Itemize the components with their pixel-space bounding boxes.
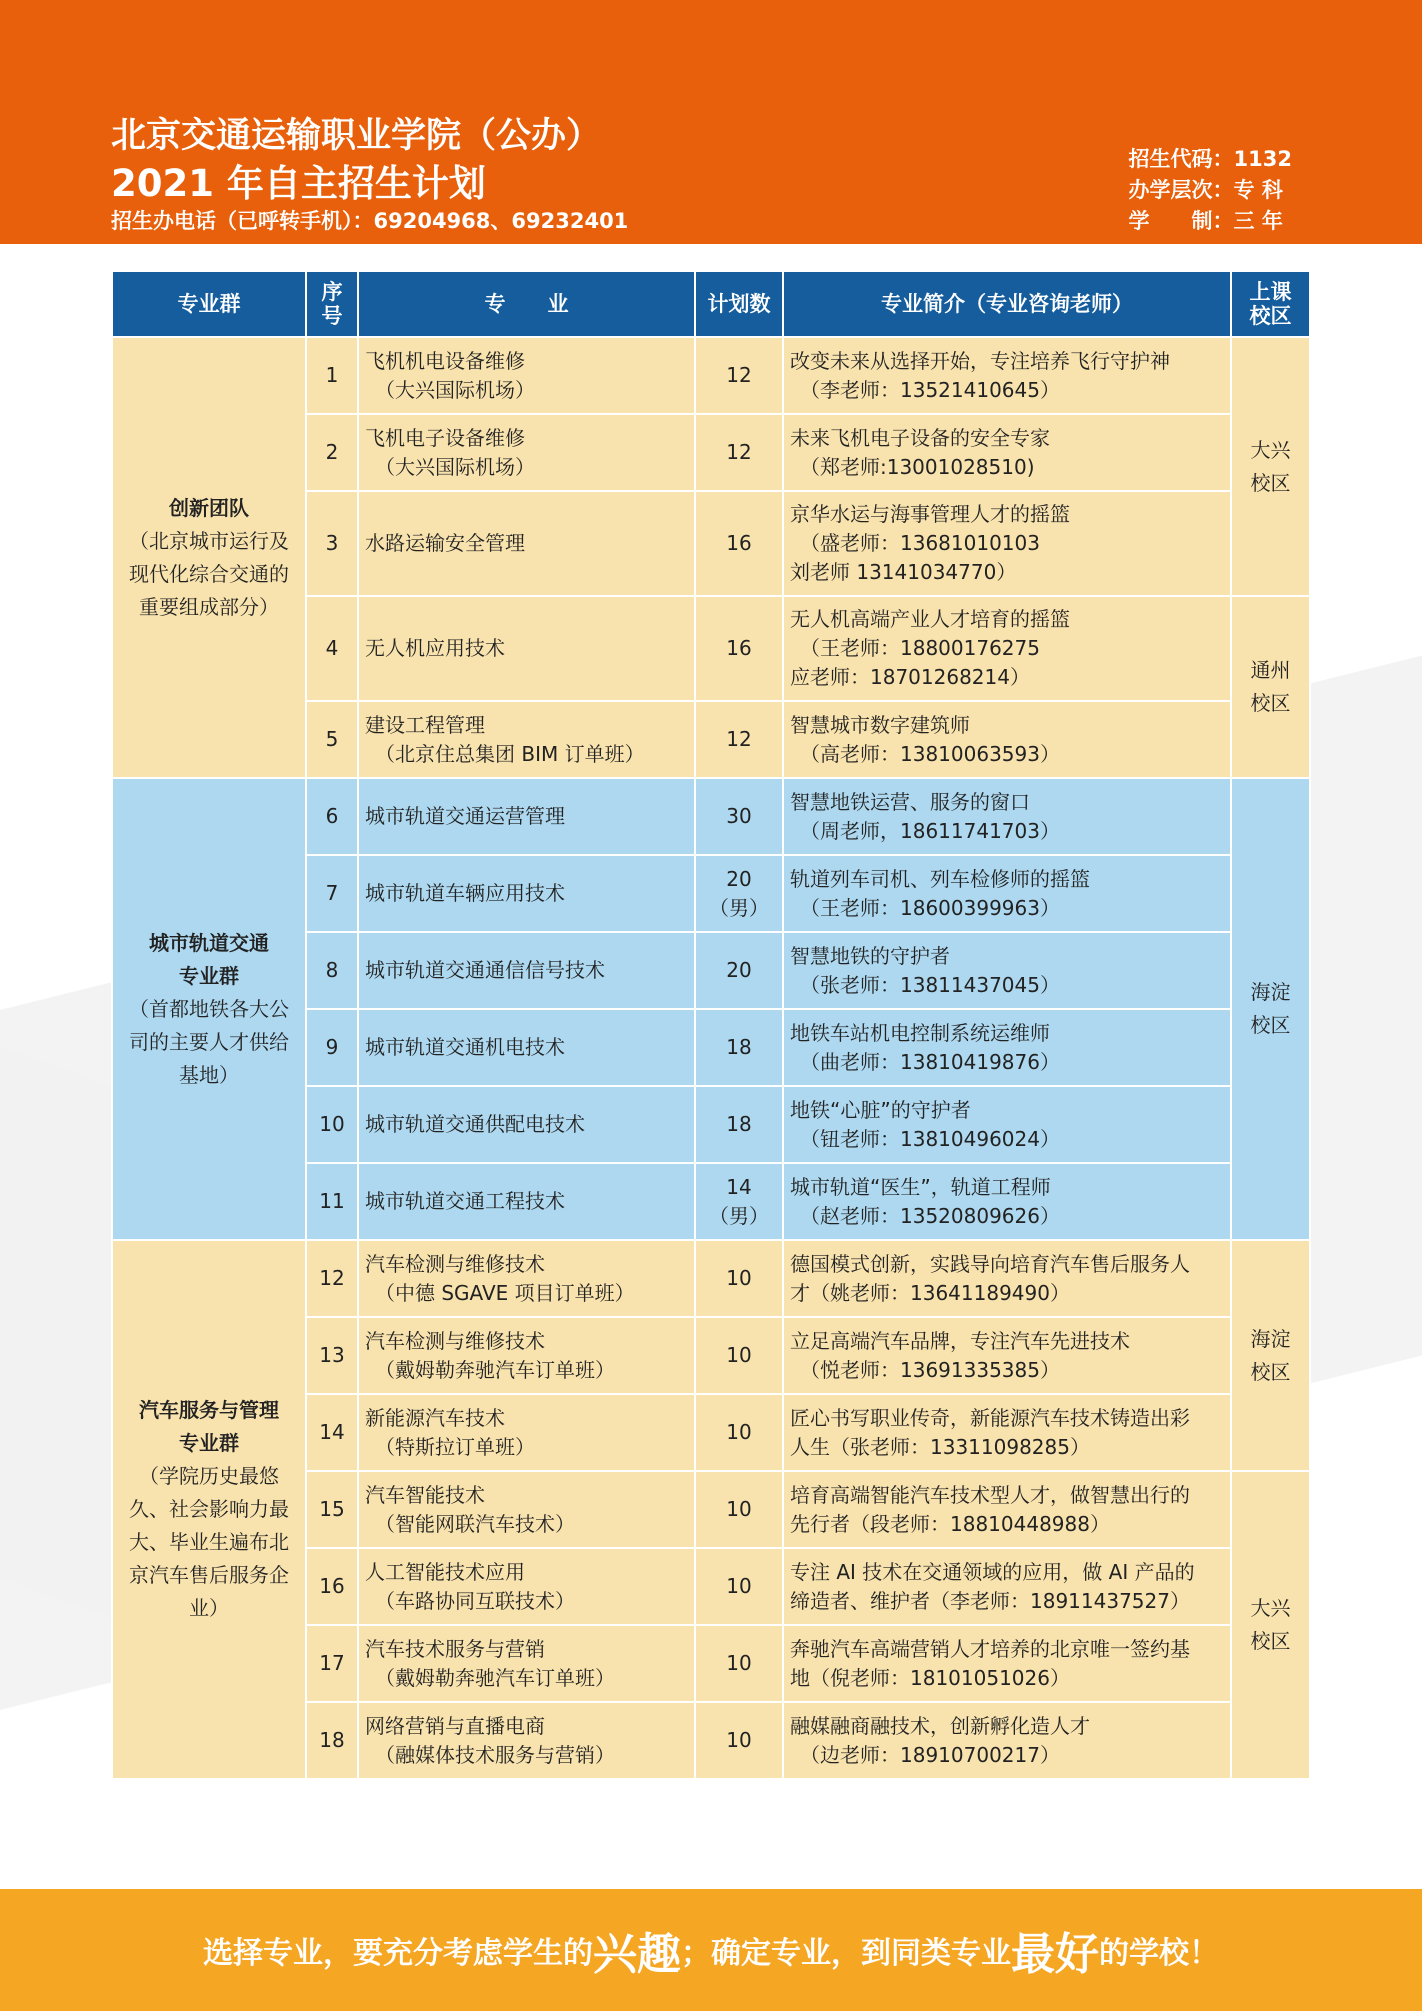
campus-cell: 通州 校区 xyxy=(1231,596,1310,778)
major-cell: 网络营销与直播电商 （融媒体技术服务与营销） xyxy=(358,1702,695,1779)
study-duration: 学 制：三 年 xyxy=(1128,209,1283,233)
major-cell: 汽车智能技术 （智能网联汽车技术） xyxy=(358,1471,695,1548)
intro-cell: 未来飞机电子设备的安全专家 （郑老师:13001028510) xyxy=(783,414,1231,491)
major-cell: 汽车检测与维修技术 （戴姆勒奔驰汽车订单班） xyxy=(358,1317,695,1394)
intro-cell: 智慧地铁运营、服务的窗口 （周老师，18611741703） xyxy=(783,778,1231,855)
col-header-group: 专业群 xyxy=(112,271,306,337)
plan-count: 10 xyxy=(695,1240,783,1317)
plan-count: 10 xyxy=(695,1317,783,1394)
intro-cell: 城市轨道“医生”，轨道工程师 （赵老师：13520809626） xyxy=(783,1163,1231,1240)
major-cell: 城市轨道交通通信信号技术 xyxy=(358,932,695,1009)
plan-count: 20 xyxy=(695,932,783,1009)
row-number: 18 xyxy=(306,1702,358,1779)
plan-count: 18 xyxy=(695,1086,783,1163)
col-header-plan: 计划数 xyxy=(695,271,783,337)
table-row xyxy=(112,778,1310,855)
row-number: 17 xyxy=(306,1625,358,1702)
plan-count: 12 xyxy=(695,701,783,778)
intro-cell: 专注 AI 技术在交通领域的应用，做 AI 产品的 缔造者、维护者（李老师：18911437527） xyxy=(783,1548,1231,1625)
row-number: 16 xyxy=(306,1548,358,1625)
row-number: 5 xyxy=(306,701,358,778)
table-row xyxy=(112,337,1310,414)
plan-count: 20（男） xyxy=(695,855,783,932)
footer-slogan xyxy=(0,1889,1422,2011)
plan-count: 10 xyxy=(695,1625,783,1702)
campus-cell: 海淀 校区 xyxy=(1231,1240,1310,1471)
major-cell: 城市轨道交通工程技术 xyxy=(358,1163,695,1240)
major-cell: 人工智能技术应用 （车路协同互联技术） xyxy=(358,1548,695,1625)
row-number: 10 xyxy=(306,1086,358,1163)
page-title: 北京交通运输职业学院（公办） xyxy=(111,116,602,156)
major-cell: 建设工程管理 （北京住总集团 BIM 订单班） xyxy=(358,701,695,778)
intro-cell: 改变未来从选择开始，专注培养飞行守护神 （李老师：13521410645） xyxy=(783,337,1231,414)
school-info xyxy=(1129,144,1292,237)
plan-count: 14（男） xyxy=(695,1163,783,1240)
page-subtitle: 2021 年自主招生计划 xyxy=(111,162,486,205)
row-number: 3 xyxy=(306,491,358,596)
major-cell: 汽车技术服务与营销 （戴姆勒奔驰汽车订单班） xyxy=(358,1625,695,1702)
campus-cell: 大兴 校区 xyxy=(1231,1471,1310,1779)
col-header-campus: 上课 校区 xyxy=(1231,271,1310,337)
group-cell-rail-transit: 城市轨道交通 专业群 （首都地铁各大公司的主要人才供给基地） xyxy=(112,778,306,1240)
group-cell-automotive: 汽车服务与管理 专业群 （学院历史最悠久、社会影响力最大、毕业生遍布北京汽车售后服务企业） xyxy=(112,1240,306,1779)
intro-cell: 奔驰汽车高端营销人才培养的北京唯一签约基 地（倪老师：18101051026） xyxy=(783,1625,1231,1702)
slogan-text: 的学校！ xyxy=(1099,1936,1219,1971)
col-header-seq: 序 号 xyxy=(306,271,358,337)
group-cell-innovation: 创新团队 （北京城市运行及现代化综合交通的重要组成部分） xyxy=(112,337,306,778)
row-number: 14 xyxy=(306,1394,358,1471)
admission-plan-table xyxy=(111,270,1311,1780)
intro-cell: 京华水运与海事管理人才的摇篮 （盛老师：13681010103 刘老师 13141034770） xyxy=(783,491,1231,596)
plan-count: 12 xyxy=(695,337,783,414)
row-number: 9 xyxy=(306,1009,358,1086)
intro-cell: 融媒融商融技术，创新孵化造人才 （边老师：18910700217） xyxy=(783,1702,1231,1779)
plan-count: 16 xyxy=(695,596,783,701)
intro-cell: 立足高端汽车品牌，专注汽车先进技术 （悦老师：13691335385） xyxy=(783,1317,1231,1394)
major-cell: 无人机应用技术 xyxy=(358,596,695,701)
intro-cell: 地铁车站机电控制系统运维师 （曲老师：13810419876） xyxy=(783,1009,1231,1086)
admission-phone: 招生办电话（已呼转手机）：69204968、69232401 xyxy=(111,209,629,233)
slogan-text: ；确定专业，到同类专业 xyxy=(681,1936,1011,1971)
intro-cell: 智慧城市数字建筑师 （高老师：13810063593） xyxy=(783,701,1231,778)
plan-count: 30 xyxy=(695,778,783,855)
intro-cell: 德国模式创新，实践导向培育汽车售后服务人 才（姚老师：13641189490） xyxy=(783,1240,1231,1317)
plan-count: 10 xyxy=(695,1548,783,1625)
intro-cell: 匠心书写职业传奇，新能源汽车技术铸造出彩 人生（张老师：13311098285） xyxy=(783,1394,1231,1471)
row-number: 6 xyxy=(306,778,358,855)
row-number: 2 xyxy=(306,414,358,491)
plan-count: 18 xyxy=(695,1009,783,1086)
intro-cell: 地铁“心脏”的守护者 （钮老师：13810496024） xyxy=(783,1086,1231,1163)
major-cell: 飞机机电设备维修 （大兴国际机场） xyxy=(358,337,695,414)
plan-count: 12 xyxy=(695,414,783,491)
slogan-emphasis: 最好 xyxy=(1011,1929,1099,1980)
intro-cell: 无人机高端产业人才培育的摇篮 （王老师：18800176275 应老师：18701268214） xyxy=(783,596,1231,701)
row-number: 11 xyxy=(306,1163,358,1240)
row-number: 7 xyxy=(306,855,358,932)
row-number: 15 xyxy=(306,1471,358,1548)
major-cell: 城市轨道交通机电技术 xyxy=(358,1009,695,1086)
table-header-row xyxy=(112,271,1310,337)
plan-count: 10 xyxy=(695,1471,783,1548)
major-cell: 水路运输安全管理 xyxy=(358,491,695,596)
col-header-major: 专 业 xyxy=(358,271,695,337)
plan-count: 16 xyxy=(695,491,783,596)
major-cell: 城市轨道车辆应用技术 xyxy=(358,855,695,932)
admission-code: 招生代码：1132 xyxy=(1128,147,1292,171)
header-banner xyxy=(0,0,1422,244)
row-number: 1 xyxy=(306,337,358,414)
plan-count: 10 xyxy=(695,1394,783,1471)
slogan-emphasis: 兴趣 xyxy=(593,1929,681,1980)
col-header-intro: 专业简介（专业咨询老师） xyxy=(783,271,1231,337)
plan-count: 10 xyxy=(695,1702,783,1779)
campus-cell: 大兴 校区 xyxy=(1231,337,1310,596)
major-cell: 新能源汽车技术 （特斯拉订单班） xyxy=(358,1394,695,1471)
education-level: 办学层次：专 科 xyxy=(1128,178,1283,202)
row-number: 8 xyxy=(306,932,358,1009)
table-row xyxy=(112,1240,1310,1317)
row-number: 13 xyxy=(306,1317,358,1394)
major-cell: 汽车检测与维修技术 （中德 SGAVE 项目订单班） xyxy=(358,1240,695,1317)
campus-cell: 海淀 校区 xyxy=(1231,778,1310,1240)
slogan-text: 选择专业，要充分考虑学生的 xyxy=(203,1936,593,1971)
intro-cell: 轨道列车司机、列车检修师的摇篮 （王老师：18600399963） xyxy=(783,855,1231,932)
major-cell: 城市轨道交通供配电技术 xyxy=(358,1086,695,1163)
row-number: 12 xyxy=(306,1240,358,1317)
major-cell: 飞机电子设备维修 （大兴国际机场） xyxy=(358,414,695,491)
intro-cell: 智慧地铁的守护者 （张老师：13811437045） xyxy=(783,932,1231,1009)
intro-cell: 培育高端智能汽车技术型人才，做智慧出行的 先行者（段老师：18810448988） xyxy=(783,1471,1231,1548)
major-cell: 城市轨道交通运营管理 xyxy=(358,778,695,855)
row-number: 4 xyxy=(306,596,358,701)
